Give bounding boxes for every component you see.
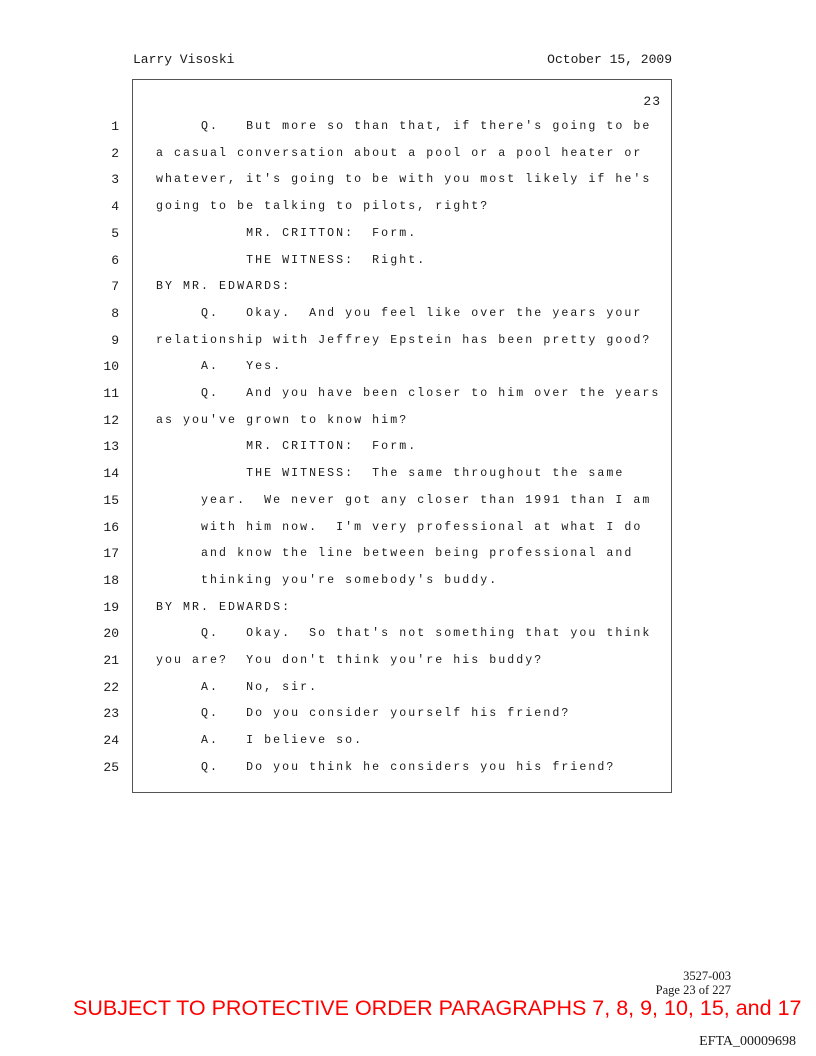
footer-page-info: [656, 969, 731, 997]
line-number: 5: [111, 225, 119, 241]
line-number: 1: [111, 119, 119, 134]
line-text: Q. But more so than that, if there's going to be: [156, 120, 652, 133]
line-number: 21: [103, 653, 119, 668]
line-number: 18: [103, 572, 119, 588]
transcript-line: [103, 515, 733, 541]
transcript-line: [111, 248, 733, 274]
line-number: 9: [111, 332, 119, 348]
transcript-line: [103, 701, 733, 727]
line-text: Q. Do you consider yourself his friend?: [156, 707, 571, 721]
line-text: A. Yes.: [156, 360, 283, 374]
line-number: 25: [103, 759, 119, 775]
transcript-page-number: 23: [643, 94, 661, 109]
line-text: with him now. I'm very professional at what I do: [156, 520, 643, 534]
transcript-line: [111, 221, 733, 247]
transcript-line: [103, 408, 733, 434]
line-text: as you've grown to know him?: [156, 413, 409, 427]
line-number: 23: [103, 706, 119, 722]
transcript-line: [103, 461, 733, 487]
transcript-line: [103, 434, 733, 460]
transcript-line: [103, 488, 733, 514]
transcript-line: [111, 141, 733, 167]
line-number: 16: [103, 519, 119, 535]
line-text: and know the line between being professional and: [156, 547, 634, 561]
doc-code: 3527-003: [683, 969, 731, 983]
line-number: 22: [103, 679, 119, 695]
line-number: 19: [103, 599, 119, 615]
line-text: year. We never got any closer than 1991 than I am: [156, 493, 652, 507]
transcript-line: [111, 114, 733, 140]
line-text: you are? You don't think you're his buddy?: [156, 654, 544, 667]
transcript-line: [111, 301, 733, 327]
header-date: October 15, 2009: [547, 52, 672, 67]
transcript-line: [103, 541, 733, 567]
line-text: BY MR. EDWARDS:: [156, 280, 292, 294]
transcript-line: [103, 755, 733, 781]
line-text: A. No, sir.: [156, 680, 319, 694]
line-number: 11: [103, 386, 119, 401]
header-witness-name: Larry Visoski: [133, 52, 235, 67]
line-number: 6: [111, 252, 119, 268]
line-number: 7: [111, 279, 119, 295]
line-number: 24: [103, 733, 119, 749]
protective-order-notice: SUBJECT TO PROTECTIVE ORDER PARAGRAPHS 7, 8, 9, 10, 15, and 17: [73, 996, 802, 1020]
transcript-line: [103, 675, 733, 701]
transcript-line: [111, 274, 733, 300]
transcript-line: [103, 621, 733, 647]
transcript-line: [103, 728, 733, 754]
line-number: 20: [103, 626, 119, 642]
transcript-line: [103, 354, 733, 380]
line-text: relationship with Jeffrey Epstein has been pretty good?: [156, 333, 652, 347]
line-number: 17: [103, 546, 119, 562]
transcript-line: [111, 194, 733, 220]
page-of-label: Page 23 of 227: [655, 983, 731, 997]
transcript-line: [103, 595, 733, 621]
line-number: 4: [111, 199, 119, 215]
line-number: 12: [103, 412, 119, 428]
line-text: going to be talking to pilots, right?: [156, 200, 490, 214]
transcript-line: [111, 328, 733, 354]
line-number: 10: [103, 359, 119, 375]
line-text: Q. Okay. So that's not something that you think: [156, 627, 652, 641]
line-text: THE WITNESS: Right.: [156, 253, 427, 267]
line-text: Q. And you have been closer to him over the years: [156, 387, 661, 400]
transcript-line: [103, 648, 733, 674]
line-number: 2: [111, 145, 119, 161]
line-text: MR. CRITTON: Form.: [156, 226, 418, 240]
line-text: BY MR. EDWARDS:: [156, 600, 292, 614]
line-text: A. I believe so.: [156, 734, 364, 748]
line-number: 14: [103, 466, 119, 482]
line-text: THE WITNESS: The same throughout the same: [156, 467, 625, 481]
line-text: whatever, it's going to be with you most likely if he's: [156, 173, 652, 187]
line-text: a casual conversation about a pool or a pool heater or: [156, 146, 643, 160]
line-number: 15: [103, 492, 119, 508]
line-text: Q. Okay. And you feel like over the years your: [156, 306, 643, 320]
transcript-frame: [103, 79, 672, 793]
transcript-line: [103, 568, 733, 594]
bates-number: EFTA_00009698: [699, 1034, 796, 1049]
line-text: MR. CRITTON: Form.: [156, 440, 418, 454]
transcript-line: [111, 167, 733, 193]
line-text: thinking you're somebody's buddy.: [156, 573, 499, 587]
line-number: 13: [103, 439, 119, 455]
line-text: Q. Do you think he considers you his friend?: [156, 760, 616, 774]
line-number: 3: [111, 172, 119, 188]
line-number: 8: [111, 305, 119, 321]
transcript-line: [103, 381, 733, 407]
